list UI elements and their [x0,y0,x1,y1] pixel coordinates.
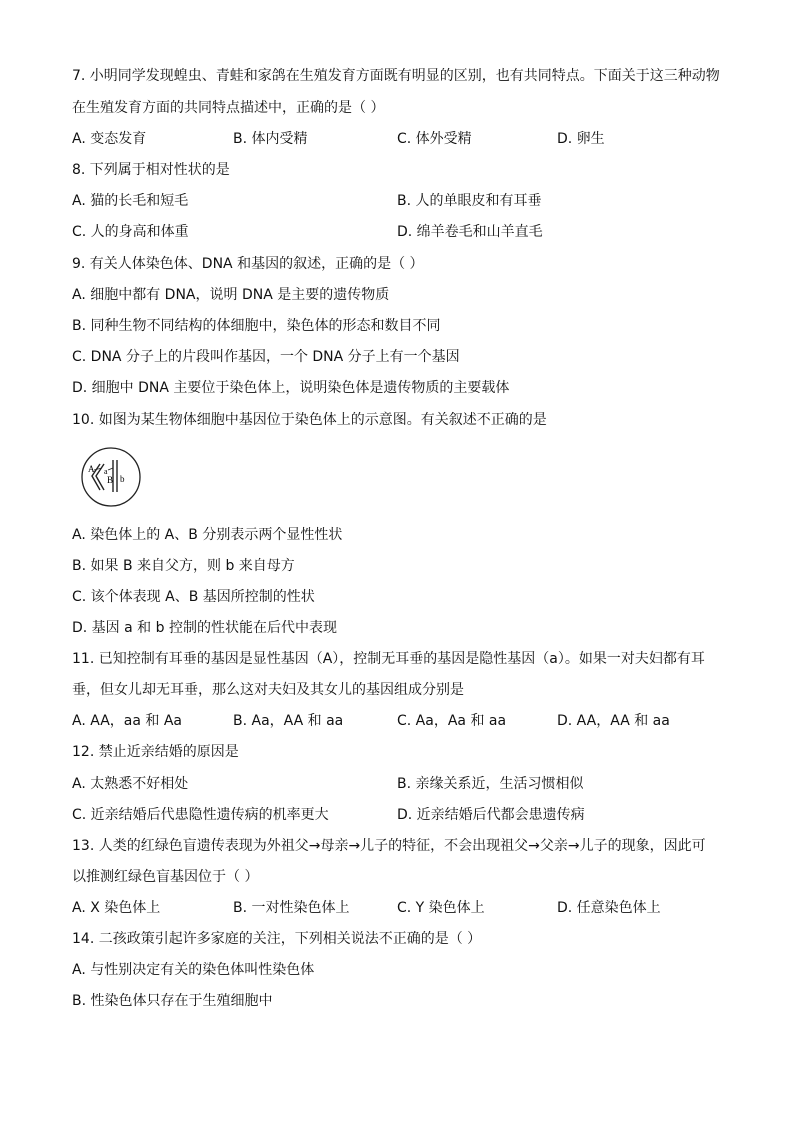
gene-label-B: B [107,475,114,485]
question-12-option-d: D. 近亲结婚后代都会患遗传病 [397,807,585,823]
chromosome-diagram [80,446,142,508]
question-8-option-b: B. 人的单眼皮和有耳垂 [397,193,542,209]
question-14-option-a: A. 与性别决定有关的染色体叫性染色体 [72,962,315,978]
question-12-line-1: 12. 禁止近亲结婚的原因是 [72,744,239,760]
question-12-option-a: A. 太熟悉不好相处 [72,776,189,792]
question-8-option-d: D. 绵羊卷毛和山羊直毛 [397,224,543,240]
question-7-option-b: B. 体内受精 [233,131,308,147]
question-12-option-b: B. 亲缘关系近，生活习惯相似 [397,776,584,792]
question-9-option-a: A. 细胞中都有 DNA，说明 DNA 是主要的遗传物质 [72,287,390,303]
question-7-option-d: D. 卵生 [557,131,605,147]
question-13-option-b: B. 一对性染色体上 [233,900,350,916]
question-14-line-1: 14. 二孩政策引起许多家庭的关注，下列相关说法不正确的是（ ） [72,931,482,947]
question-10-option-b: B. 如果 B 来自父方，则 b 来自母方 [72,558,295,574]
question-10-option-d: D. 基因 a 和 b 控制的性状能在后代中表现 [72,620,337,636]
question-12-option-c: C. 近亲结婚后代患隐性遗传病的机率更大 [72,807,329,823]
question-11-option-b: B. Aa，AA 和 aa [233,713,344,729]
gene-label-A: A [88,464,95,474]
question-13-line-2: 以推测红绿色盲基因位于（ ） [72,869,259,885]
gene-label-a: a [104,467,108,476]
question-9-line-1: 9. 有关人体染色体、DNA 和基因的叙述，正确的是（ ） [72,256,424,272]
question-11-option-d: D. AA，AA 和 aa [557,713,670,729]
question-13-option-c: C. Y 染色体上 [397,900,485,916]
pointer-a [108,468,113,470]
question-10-option-a: A. 染色体上的 A、B 分别表示两个显性性状 [72,527,343,543]
question-9-option-d: D. 细胞中 DNA 主要位于染色体上，说明染色体是遗传物质的主要载体 [72,380,510,396]
question-9-option-c: C. DNA 分子上的片段叫作基因，一个 DNA 分子上有一个基因 [72,349,460,365]
question-9-option-b: B. 同种生物不同结构的体细胞中，染色体的形态和数目不同 [72,318,441,334]
question-10-option-c: C. 该个体表现 A、B 基因所控制的性状 [72,589,315,605]
question-11-option-c: C. Aa，Aa 和 aa [397,713,507,729]
question-11-line-2: 垂，但女儿却无耳垂，那么这对夫妇及其女儿的基因组成分别是 [72,682,464,698]
question-13-line-1: 13. 人类的红绿色盲遗传表现为外祖父→母亲→儿子的特征，不会出现祖父→父亲→儿子的现象，因此可 [72,838,706,854]
gene-label-b: b [120,474,125,484]
question-8-line-1: 8. 下列属于相对性状的是 [72,162,230,178]
question-13-option-a: A. X 染色体上 [72,900,161,916]
question-7-line-2: 在生殖发育方面的共同特点描述中，正确的是（ ） [72,100,385,116]
question-7-option-c: C. 体外受精 [397,131,472,147]
question-7-option-a: A. 变态发育 [72,131,147,147]
question-11-line-1: 11. 已知控制有耳垂的基因是显性基因（A），控制无耳垂的基因是隐性基因（a）。如果一对夫妇都有耳 [72,651,705,667]
question-10-line-1: 10. 如图为某生物体细胞中基因位于染色体上的示意图。有关叙述不正确的是 [72,412,547,428]
question-11-option-a: A. AA，aa 和 Aa [72,713,182,729]
question-7-line-1: 7. 小明同学发现蝗虫、青蛙和家鸽在生殖发育方面既有明显的区别，也有共同特点。下面关于这三种动物 [72,68,720,84]
question-13-option-d: D. 任意染色体上 [557,900,661,916]
question-8-option-c: C. 人的身高和体重 [72,224,189,240]
question-8-option-a: A. 猫的长毛和短毛 [72,193,189,209]
question-14-option-b: B. 性染色体只存在于生殖细胞中 [72,993,273,1009]
